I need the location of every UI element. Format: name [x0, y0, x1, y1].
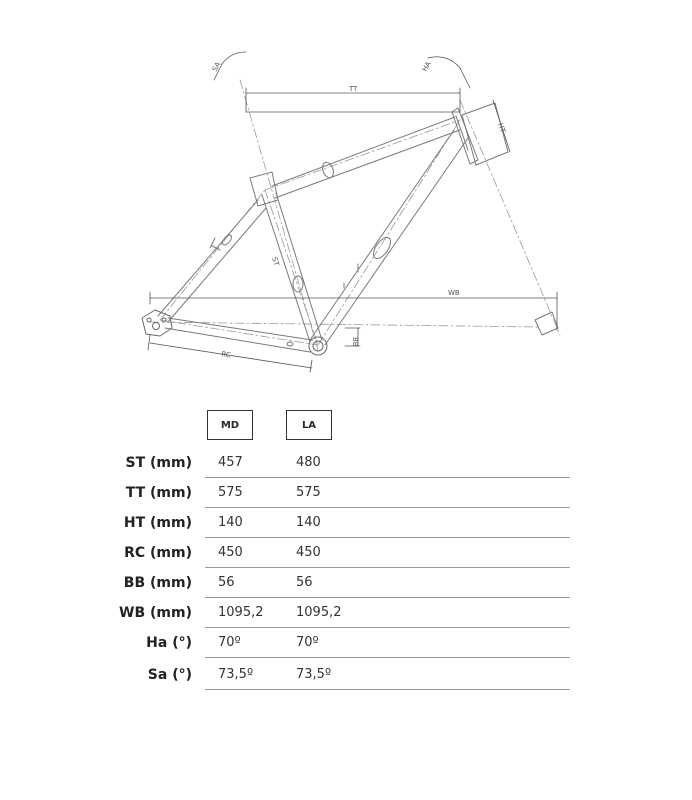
table-row	[0, 598, 692, 628]
table-row	[0, 478, 692, 508]
head-tube-box	[462, 103, 508, 165]
tt-label: TT	[349, 85, 358, 93]
value-la: 1095,2	[296, 605, 342, 620]
row-label: HT (mm)	[123, 515, 192, 531]
value-md: 70º	[218, 635, 241, 650]
value-md: 450	[218, 545, 243, 560]
row-label: BB (mm)	[123, 575, 192, 591]
value-la: 70º	[296, 635, 319, 650]
row-label: RC (mm)	[124, 545, 192, 561]
value-md: 140	[218, 515, 243, 530]
table-row	[0, 660, 692, 690]
row-divider	[205, 689, 570, 690]
row-label: TT (mm)	[125, 485, 192, 501]
ha-label: HA	[420, 60, 433, 73]
row-label: WB (mm)	[119, 605, 192, 621]
bb-label: BB	[351, 337, 359, 347]
rear-dropout	[142, 310, 172, 336]
value-la: 480	[296, 455, 321, 470]
fork-stub	[535, 312, 558, 335]
size-header-md: MD	[207, 410, 253, 440]
row-label: Ha (°)	[146, 635, 192, 651]
wb-label: WB	[448, 289, 460, 297]
top-tube	[272, 117, 460, 198]
seat-stays	[158, 200, 266, 322]
size-header-la: LA	[286, 410, 332, 440]
value-la: 575	[296, 485, 321, 500]
bottom-bracket	[309, 337, 327, 355]
value-md: 457	[218, 455, 243, 470]
row-divider	[205, 657, 570, 658]
st-label: ST	[270, 256, 281, 267]
sa-label: SA	[210, 60, 223, 73]
seat-tube	[250, 172, 322, 342]
table-row	[0, 508, 692, 538]
table-row	[0, 538, 692, 568]
table-row	[0, 568, 692, 598]
rc-label: RC	[220, 350, 232, 360]
value-la: 56	[296, 575, 313, 590]
value-la: 73,5º	[296, 667, 332, 682]
centre-lines	[150, 80, 560, 350]
row-label: Sa (°)	[147, 667, 192, 683]
table-row	[0, 628, 692, 658]
value-la: 140	[296, 515, 321, 530]
value-md: 56	[218, 575, 235, 590]
row-label: ST (mm)	[125, 455, 192, 471]
value-la: 450	[296, 545, 321, 560]
value-md: 575	[218, 485, 243, 500]
value-md: 1095,2	[218, 605, 264, 620]
value-md: 73,5º	[218, 667, 254, 682]
table-row	[0, 448, 692, 478]
ht-label: HT	[496, 122, 507, 134]
